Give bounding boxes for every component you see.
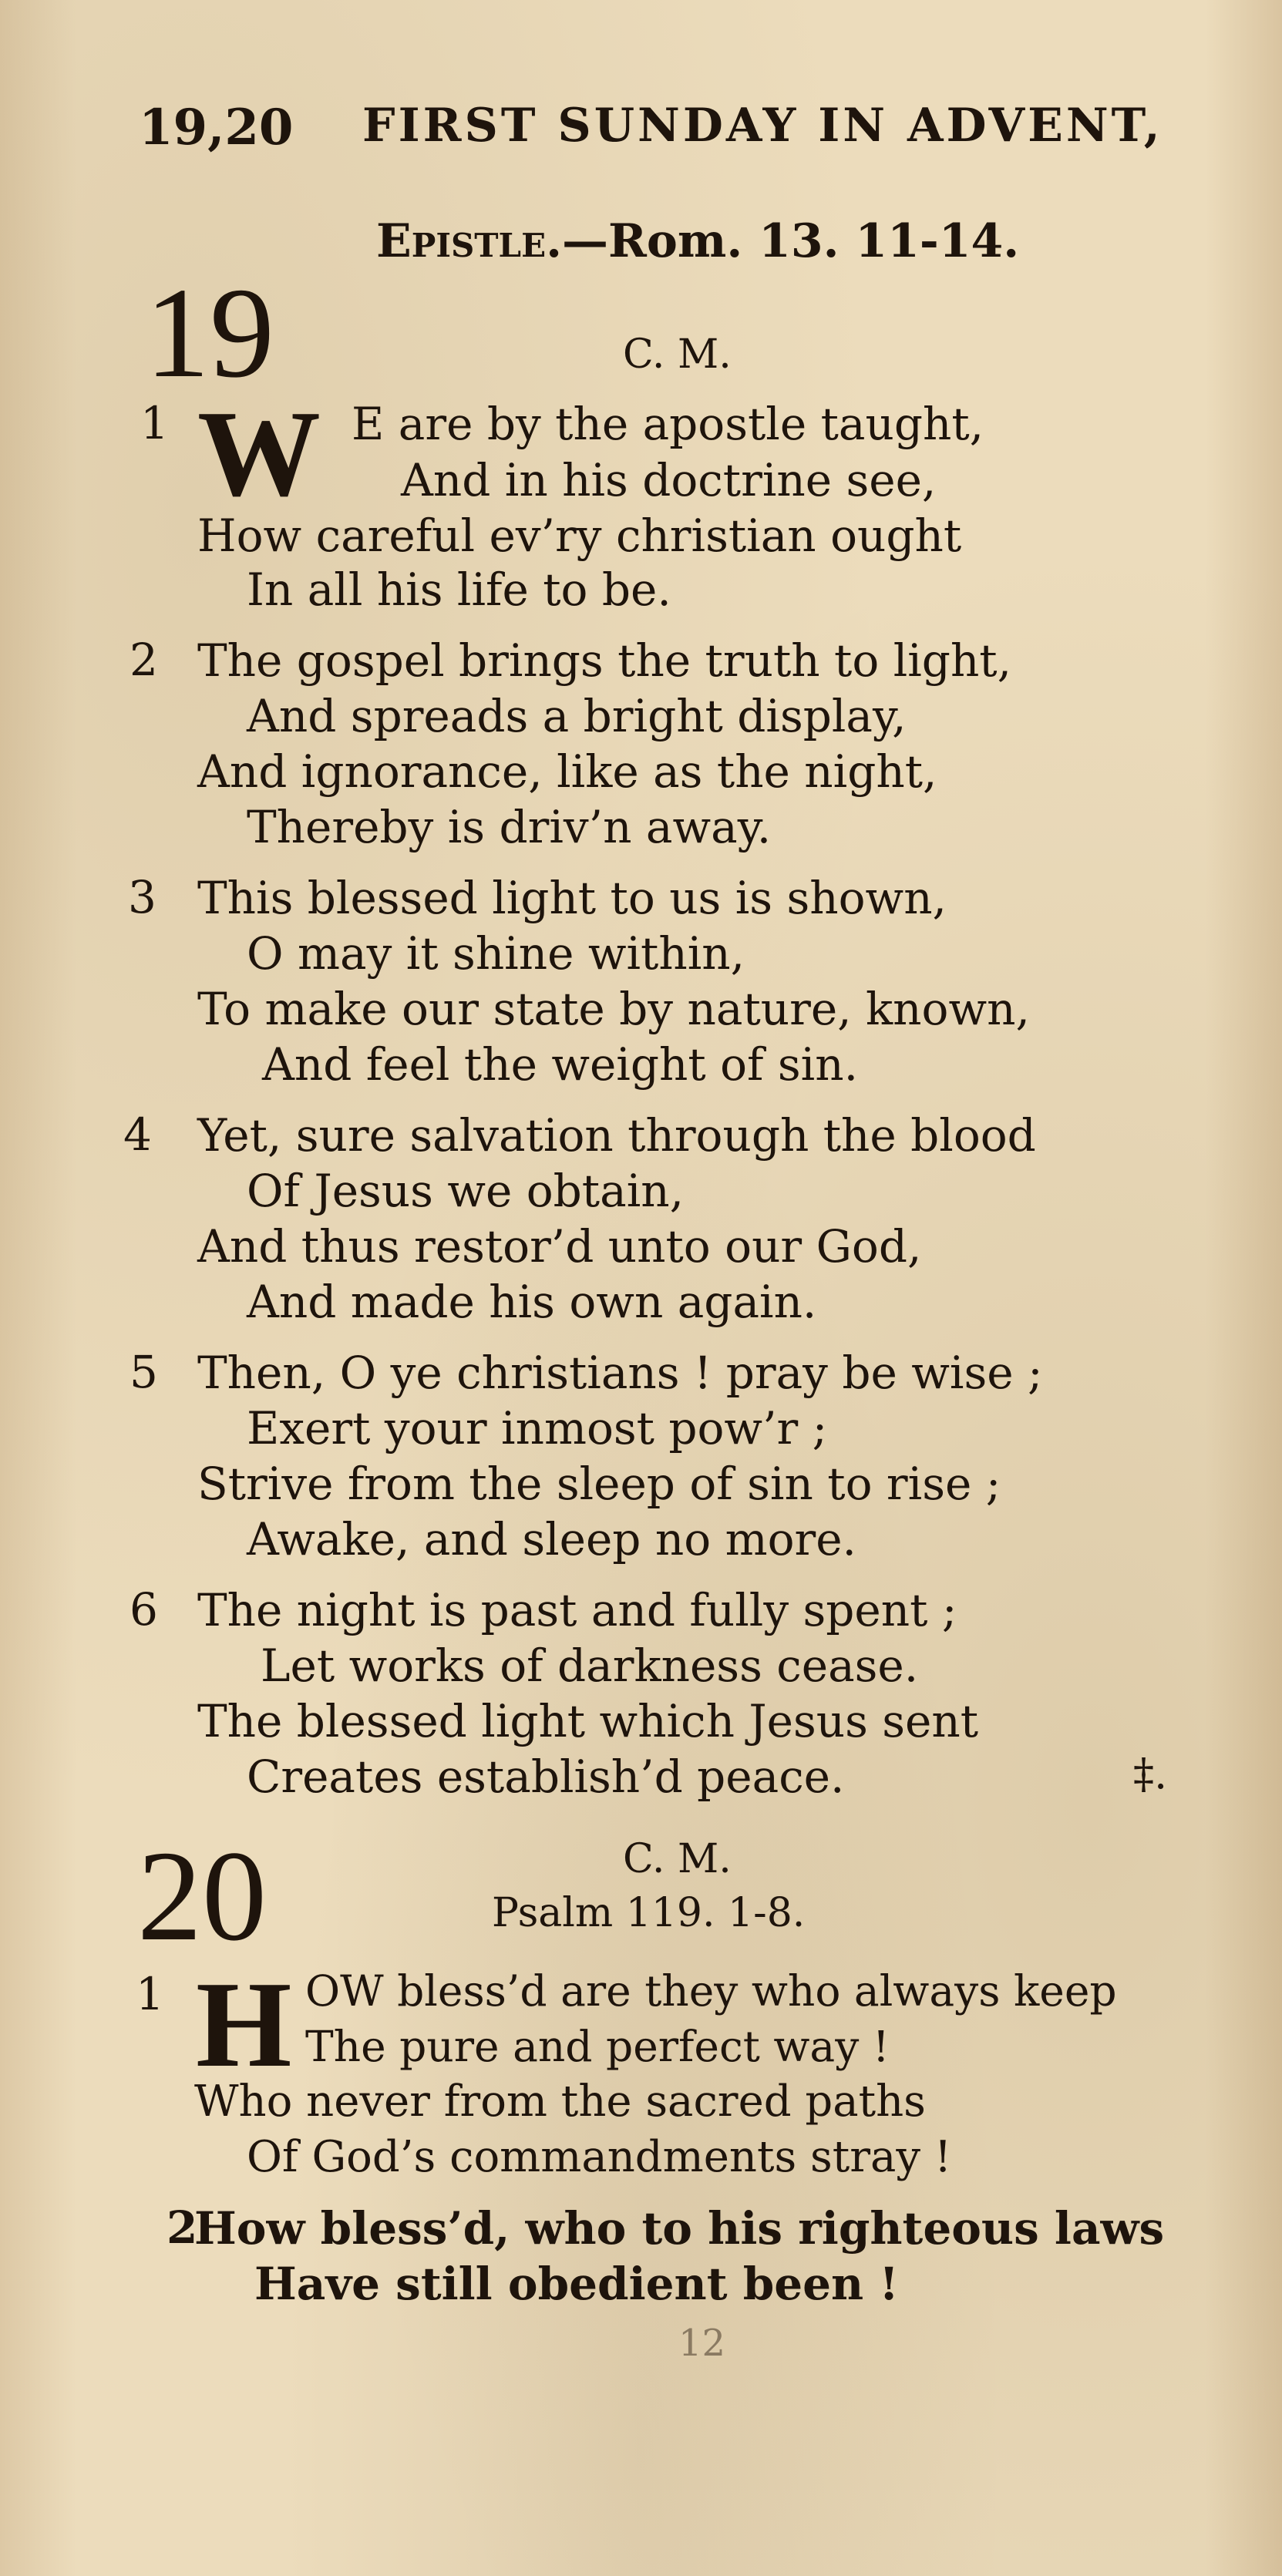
verse-line: And feel the weight of sin. (262, 1038, 859, 1091)
verse-line: Let works of darkness cease. (261, 1639, 919, 1692)
verse-line: Strive from the sleep of sin to rise ; (197, 1458, 1001, 1510)
verse-number: 4 (123, 1108, 152, 1161)
verse-line: E are by the apostle taught, (352, 398, 984, 450)
verse-line: The night is past and fully spent ; (197, 1584, 957, 1636)
verse-number: 2 (130, 634, 158, 686)
verse-line: Awake, and sleep no more. (247, 1513, 856, 1565)
verse-line: Creates establish’d peace. (247, 1750, 845, 1803)
verse-line: And spreads a bright display, (247, 690, 907, 742)
verse-number: 5 (130, 1346, 158, 1398)
verse-line: The pure and perfect way ! (305, 2022, 890, 2071)
epistle-reference (376, 214, 1019, 268)
drop-cap: H (196, 1956, 292, 2093)
verse-line: Exert your inmost pow’r ; (247, 1402, 828, 1454)
epistle-label: Epistle. (376, 214, 562, 268)
verse-number: 3 (128, 871, 156, 923)
epistle-citation: —Rom. 13. 11-14. (561, 214, 1020, 268)
verse-line: Then, O ye christians ! pray be wise ; (197, 1347, 1043, 1399)
hymn-meter: C. M. (623, 331, 732, 378)
verse-line: How careful ev’ry christian ought (197, 509, 962, 562)
verse-line: OW bless’d are they who always keep (305, 1966, 1117, 2016)
header-page-range: 19,20 (139, 99, 294, 156)
verse-line: Of God’s commandments stray ! (247, 2132, 952, 2182)
verse-line: The blessed light which Jesus sent (197, 1695, 979, 1747)
verse-line: This blessed light to us is shown, (197, 872, 947, 924)
verse-number: 2 (167, 2201, 198, 2254)
verse-line: Thereby is driv’n away. (247, 801, 772, 853)
hymn-meter: C. M. (623, 1836, 732, 1882)
verse-line: O may it shine within, (247, 927, 745, 980)
verse-line: How bless’d, who to his righteous laws (194, 2202, 1165, 2255)
verse-line: Yet, sure salvation through the blood (197, 1109, 1036, 1162)
verse-line: In all his life to be. (247, 563, 671, 616)
verse-number: 6 (130, 1583, 158, 1636)
verse-number: 1 (136, 1968, 164, 2020)
header-title: FIRST SUNDAY IN ADVENT, (362, 99, 1163, 153)
verse-line: The gospel brings the truth to light, (197, 634, 1012, 687)
end-mark: ‡. (1133, 1750, 1168, 1798)
page-number: 12 (678, 2322, 726, 2365)
verse-line: And made his own again. (247, 1276, 817, 1328)
verse-line: Of Jesus we obtain, (247, 1165, 685, 1217)
hymn-number: 20 (137, 1824, 267, 1968)
verse-line: To make our state by nature, known, (197, 983, 1030, 1035)
verse-line: Have still obedient been ! (254, 2258, 899, 2310)
drop-cap: W (197, 385, 321, 522)
verse-line: Who never from the sacred paths (194, 2077, 926, 2127)
hymn-number: 19 (145, 261, 274, 405)
hymn-reference: Psalm 119. 1-8. (492, 1890, 806, 1936)
verse-line: And in his doctrine see, (401, 454, 937, 506)
verse-line: And thus restor’d unto our God, (197, 1220, 922, 1273)
verse-number: 1 (140, 397, 169, 449)
verse-line: And ignorance, like as the night, (197, 745, 937, 798)
